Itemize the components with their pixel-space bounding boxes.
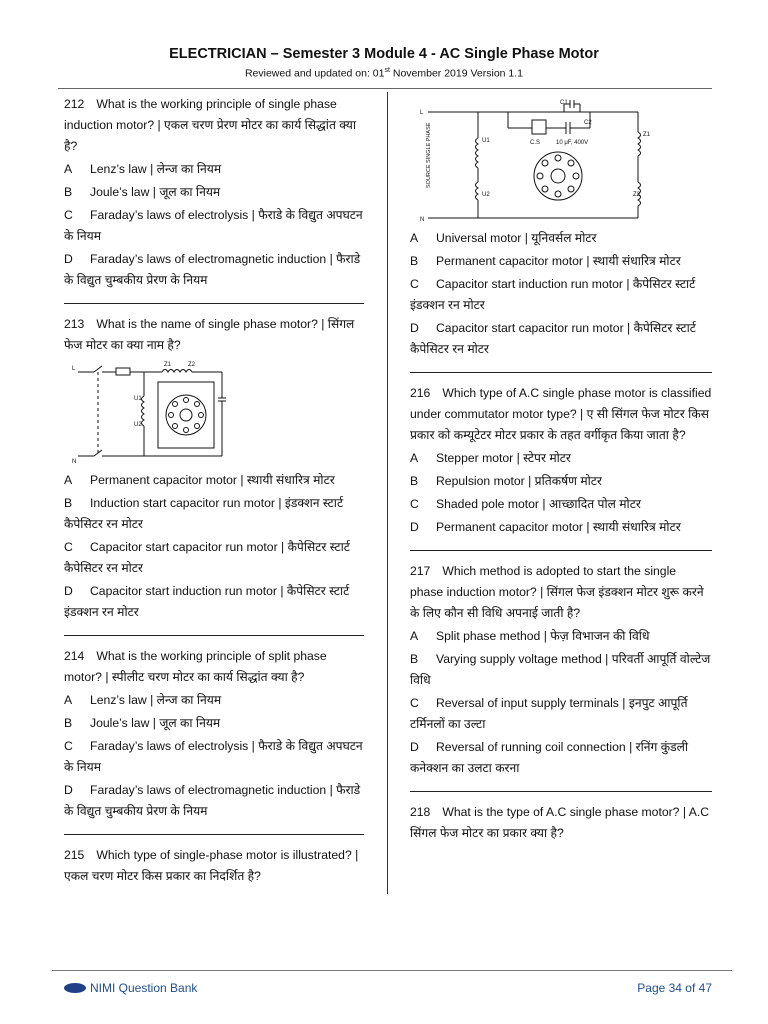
question-212: [64, 94, 364, 291]
label-cs: C.S: [530, 140, 541, 146]
option-c: [410, 693, 712, 735]
question-214: [64, 646, 364, 822]
right-column: [410, 94, 712, 844]
option-text: Stepper motor | स्टेपर मोटर: [436, 451, 571, 465]
circuit-diagram-215: [410, 98, 650, 224]
option-a: [64, 690, 364, 711]
footer-left: [64, 981, 197, 995]
question-body: What is the name of single phase motor? | सिंगल फेज मोटर का क्या नाम है?: [64, 317, 355, 352]
question-number: 213: [64, 317, 85, 331]
option-letter: B: [410, 254, 419, 268]
option-d: [64, 581, 364, 623]
option-d: [64, 249, 364, 291]
option-text: Universal motor | यूनिवर्सल मोटर: [436, 231, 597, 245]
question-body: What is the working principle of single phase induction motor? | एकल चरण प्रेरण मोटर का कार्य सिद्धांत क्या है?: [64, 97, 357, 153]
label-u1: U1: [134, 396, 142, 402]
option-a: [410, 448, 712, 469]
option-text: Capacitor start induction run motor | कैपेसिटर स्टार्ट इंडक्शन रन मोटर: [410, 277, 696, 312]
option-text: Faraday’s laws of electrolysis | फैराडे के विद्युत अपघटन के नियम: [64, 208, 363, 243]
option-text: Capacitor start capacitor run motor | कैपेसिटर स्टार्ट कैपेसिटर रन मोटर: [410, 321, 696, 356]
question-number: 218: [410, 805, 431, 819]
question-217: [410, 561, 712, 779]
option-text: Faraday’s laws of electrolysis | फैराडे के विद्युत अपघटन के नियम: [64, 739, 363, 774]
option-text: Lenz’s law | लेन्ज का नियम: [90, 693, 222, 707]
option-letter: C: [64, 540, 73, 554]
option-letter: C: [410, 497, 419, 511]
question-number: 216: [410, 386, 431, 400]
label-l: L: [72, 366, 76, 372]
option-c: [64, 736, 364, 778]
option-text: Joule’s law | जूल का नियम: [90, 185, 221, 199]
question-text: [410, 802, 712, 844]
label-z1: Z1: [643, 132, 650, 138]
option-text: Shaded pole motor | आच्छादित पोल मोटर: [436, 497, 641, 511]
subtitle-sup: st: [384, 67, 390, 74]
option-text: Permanent capacitor motor | स्थायी संधारित्र मोटर: [436, 520, 681, 534]
option-text: Permanent capacitor motor | स्थायी संधारित्र मोटर: [436, 254, 681, 268]
option-b: [410, 649, 712, 691]
subtitle-suffix: November 2019 Version 1.1: [389, 67, 524, 80]
option-letter: B: [64, 716, 73, 730]
question-number: 217: [410, 564, 431, 578]
question-body: Which method is adopted to start the single phase induction motor? | सिंगल फेज इंडक्शन मोटर शुरू करने के लिए कौन सी विधि अपनाई जाती है?: [410, 564, 704, 620]
page-number: Page 34 of 47: [637, 981, 712, 995]
option-a: [410, 228, 712, 249]
nimi-logo-icon: [64, 983, 86, 993]
option-letter: B: [410, 474, 419, 488]
option-text: Varying supply voltage method | परिवर्ती आपूर्ति वोल्टेज विधि: [410, 652, 711, 687]
option-letter: D: [410, 520, 419, 534]
question-215-options: [410, 228, 712, 360]
option-letter: C: [410, 277, 419, 291]
option-a: [410, 626, 712, 647]
option-c: [410, 494, 712, 515]
option-b: [64, 182, 364, 203]
option-text: Capacitor start capacitor run motor | कैपेसिटर स्टार्ट कैपेसिटर रन मोटर: [64, 540, 350, 575]
option-b: [410, 251, 712, 272]
option-c: [64, 537, 364, 579]
option-text: Faraday’s laws of electromagnetic induction | फैराडे के विद्युत चुम्बकीय प्रेरण के नियम: [64, 783, 361, 818]
option-text: Repulsion motor | प्रतिकर्षण मोटर: [436, 474, 602, 488]
option-d: [410, 318, 712, 360]
option-d: [64, 780, 364, 822]
option-letter: A: [410, 451, 419, 465]
question-divider: [410, 550, 712, 551]
label-c2: C2: [584, 120, 592, 126]
question-divider: [64, 635, 364, 636]
option-letter: A: [410, 629, 419, 643]
label-source-phase: SOURCE SINGLE PHASE: [426, 122, 432, 188]
question-216: [410, 383, 712, 538]
question-divider: [410, 372, 712, 373]
option-letter: C: [64, 739, 73, 753]
option-text: Induction start capacitor run motor | इंडक्शन स्टार्ट कैपेसिटर रन मोटर: [64, 496, 344, 531]
question-divider: [64, 834, 364, 835]
label-u2: U2: [482, 192, 490, 198]
option-text: Reversal of running coil connection | रनिंग कुंडली कनेक्शन का उलटा करना: [410, 740, 689, 775]
question-body: What is the working principle of split phase motor? | स्पीलीट चरण मोटर का कार्य सिद्धांत क्या है?: [64, 649, 327, 684]
question-text: [64, 314, 364, 356]
header-rule: [58, 88, 712, 89]
question-divider: [64, 303, 364, 304]
question-body: What is the type of A.C single phase motor? | A.C सिंगल फेज मोटर का प्रकार क्या है?: [410, 805, 710, 840]
option-letter: B: [410, 652, 419, 666]
question-218: [410, 802, 712, 844]
option-letter: D: [410, 321, 419, 335]
option-a: [64, 470, 364, 491]
option-letter: B: [64, 185, 73, 199]
left-column: [64, 94, 364, 887]
option-text: Reversal of input supply terminals | इनपुट आपूर्ति टर्मिनलों का उल्टा: [410, 696, 688, 731]
label-u2: U2: [134, 422, 142, 428]
question-215: [64, 845, 364, 887]
subtitle-prefix: Reviewed and updated on: 01: [244, 67, 385, 80]
question-body: Which type of single-phase motor is illustrated? | एकल चरण मोटर किस प्रकार का निदर्शित है?: [64, 848, 359, 883]
option-a: [64, 159, 364, 180]
option-letter: D: [64, 252, 73, 266]
question-divider: [410, 791, 712, 792]
page-title: ELECTRICIAN – Semester 3 Module 4 - AC Single Phase Motor: [169, 46, 599, 62]
circuit-diagram-213: [64, 360, 304, 466]
option-text: Split phase method | फेज़ विभाजन की विधि: [436, 629, 650, 643]
question-text: [410, 383, 712, 446]
option-letter: D: [64, 584, 73, 598]
option-letter: D: [410, 740, 419, 754]
option-text: Lenz’s law | लेन्ज का नियम: [90, 162, 222, 176]
page-header: [0, 44, 768, 81]
label-n: N: [420, 217, 425, 223]
label-c1: C1: [560, 100, 568, 106]
question-text: [64, 845, 364, 887]
column-separator: [387, 92, 388, 894]
option-letter: B: [64, 496, 73, 510]
option-c: [64, 205, 364, 247]
question-body: Which type of A.C single phase motor is classified under commutator motor type? | ए सी सिंगल फेज मोटर किस प्रकार को कम्यूटेटर मोटर प्रकार के तहत वर्गीकृत किया जाता है?: [410, 386, 712, 442]
footer-title: NIMI Question Bank: [90, 981, 198, 995]
question-text: [410, 561, 712, 624]
option-letter: D: [64, 783, 73, 797]
option-d: [410, 737, 712, 779]
option-b: [64, 713, 364, 734]
option-text: Capacitor start induction run motor | कैपेसिटर स्टार्ट इंडक्शन रन मोटर: [64, 584, 350, 619]
label-z2: Z2: [633, 192, 641, 198]
option-letter: A: [410, 231, 419, 245]
option-letter: C: [410, 696, 419, 710]
option-text: Permanent capacitor motor | स्थायी संधारित्र मोटर: [90, 473, 335, 487]
option-d: [410, 517, 712, 538]
question-number: 214: [64, 649, 85, 663]
option-letter: A: [64, 473, 73, 487]
question-213: [64, 314, 364, 623]
label-u1: U1: [482, 138, 490, 144]
option-letter: A: [64, 162, 73, 176]
label-z2: Z2: [188, 362, 196, 368]
option-text: Faraday’s laws of electromagnetic induction | फैराडे के विद्युत चुम्बकीय प्रेरण के नियम: [64, 252, 361, 287]
option-c: [410, 274, 712, 316]
option-b: [410, 471, 712, 492]
question-text: [64, 646, 364, 688]
label-l: L: [420, 110, 424, 116]
question-number: 212: [64, 97, 85, 111]
label-n: N: [72, 459, 77, 465]
page-subtitle: [0, 64, 768, 81]
option-letter: C: [64, 208, 73, 222]
option-b: [64, 493, 364, 535]
footer-rule: [52, 970, 732, 971]
question-text: [64, 94, 364, 157]
option-text: Joule’s law | जूल का नियम: [90, 716, 221, 730]
label-z1: Z1: [164, 362, 172, 368]
question-number: 215: [64, 848, 85, 862]
option-letter: A: [64, 693, 73, 707]
label-capacitor-rating: 10 μF, 400V: [556, 140, 589, 146]
